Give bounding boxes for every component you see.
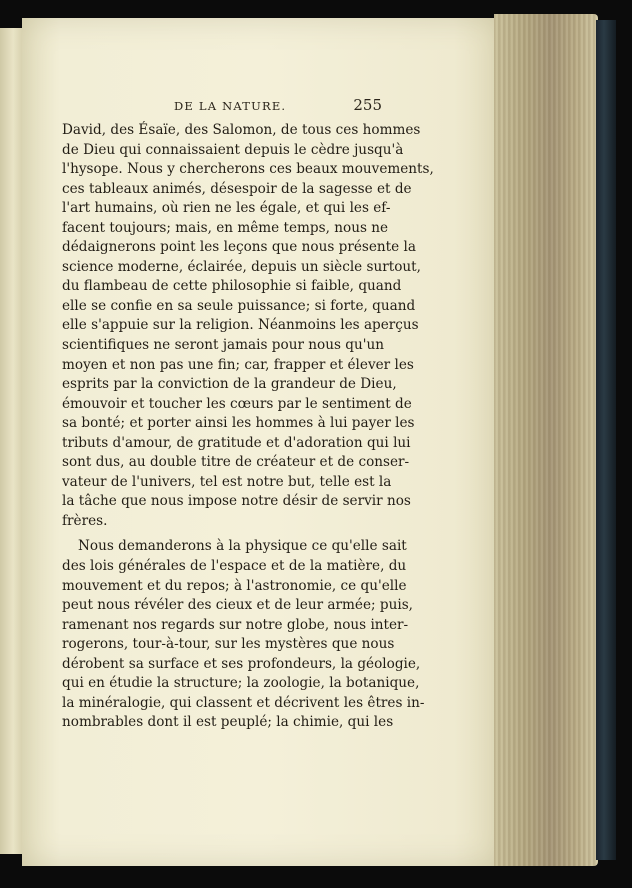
text-line: scientifiques ne seront jamais pour nous qu'un (62, 337, 384, 354)
page-header (62, 96, 384, 118)
text-line: mouvement et du repos; à l'astronomie, ce qu'elle (62, 577, 407, 594)
page-number: 255 (353, 96, 382, 114)
text-line: tributs d'amour, de gratitude et d'adoration qui lui (62, 434, 411, 451)
text-line: du flambeau de cette philosophie si faible, quand (62, 278, 402, 295)
book-cover-edge (596, 20, 616, 860)
text-line: Nous demanderons à la physique ce qu'elle sait (78, 538, 407, 555)
text-line: ramenant nos regards sur notre globe, nous inter- (62, 616, 409, 633)
text-line: elle se confie en sa seule puissance; si forte, quand (62, 297, 416, 314)
text-line: sont dus, au double titre de créateur et de conser- (62, 454, 410, 471)
text-line: l'art humains, où rien ne les égale, et qui les ef- (62, 200, 391, 217)
paragraph-2 (62, 537, 425, 732)
text-line: des lois générales de l'espace et de la matière, du (62, 558, 407, 575)
text-line: David, des Ésaïe, des Salomon, de tous ces hommes (62, 122, 421, 138)
text-line: rogerons, tour-à-tour, sur les mystères que nous (62, 636, 395, 653)
text-line: dérobent sa surface et ses profondeurs, la géologie, (62, 655, 421, 672)
text-line: sa bonté; et porter ainsi les hommes à lui payer les (62, 415, 415, 432)
text-line: frères. (62, 512, 108, 529)
paragraph-1 (62, 121, 434, 531)
running-head: DE LA NATURE. (174, 99, 287, 113)
body-text (62, 121, 434, 733)
text-line: moyen et non pas une fin; car, frapper et élever les (62, 356, 414, 373)
text-line: la minéralogie, qui classent et décrivent les êtres in- (62, 694, 425, 711)
text-line: de Dieu qui connaissaient depuis le cèdre jusqu'à (62, 141, 404, 158)
text-line: science moderne, éclairée, depuis un siècle surtout, (62, 258, 421, 275)
page-block-fore-edge (494, 14, 598, 866)
text-line: l'hysope. Nous y chercherons ces beaux mouvements, (62, 161, 434, 178)
text-line: facent toujours; mais, en même temps, nous ne (62, 219, 389, 236)
left-page-edge (0, 28, 23, 854)
text-line: nombrables dont il est peuplé; la chimie, qui les (62, 714, 394, 731)
text-line: émouvoir et toucher les cœurs par le sentiment de (62, 395, 412, 412)
text-line: peut nous révéler des cieux et de leur armée; puis, (62, 597, 413, 614)
text-line: la tâche que nous impose notre désir de servir nos (62, 493, 411, 510)
text-line: ces tableaux animés, désespoir de la sagesse et de (62, 180, 412, 197)
text-line: esprits par la conviction de la grandeur de Dieu, (62, 376, 397, 393)
text-line: vateur de l'univers, tel est notre but, telle est la (62, 473, 392, 490)
text-line: dédaignerons point les leçons que nous présente la (62, 239, 416, 256)
text-line: qui en étudie la structure; la zoologie, la botanique, (62, 675, 420, 692)
text-line: elle s'appuie sur la religion. Néanmoins les aperçus (62, 317, 419, 334)
